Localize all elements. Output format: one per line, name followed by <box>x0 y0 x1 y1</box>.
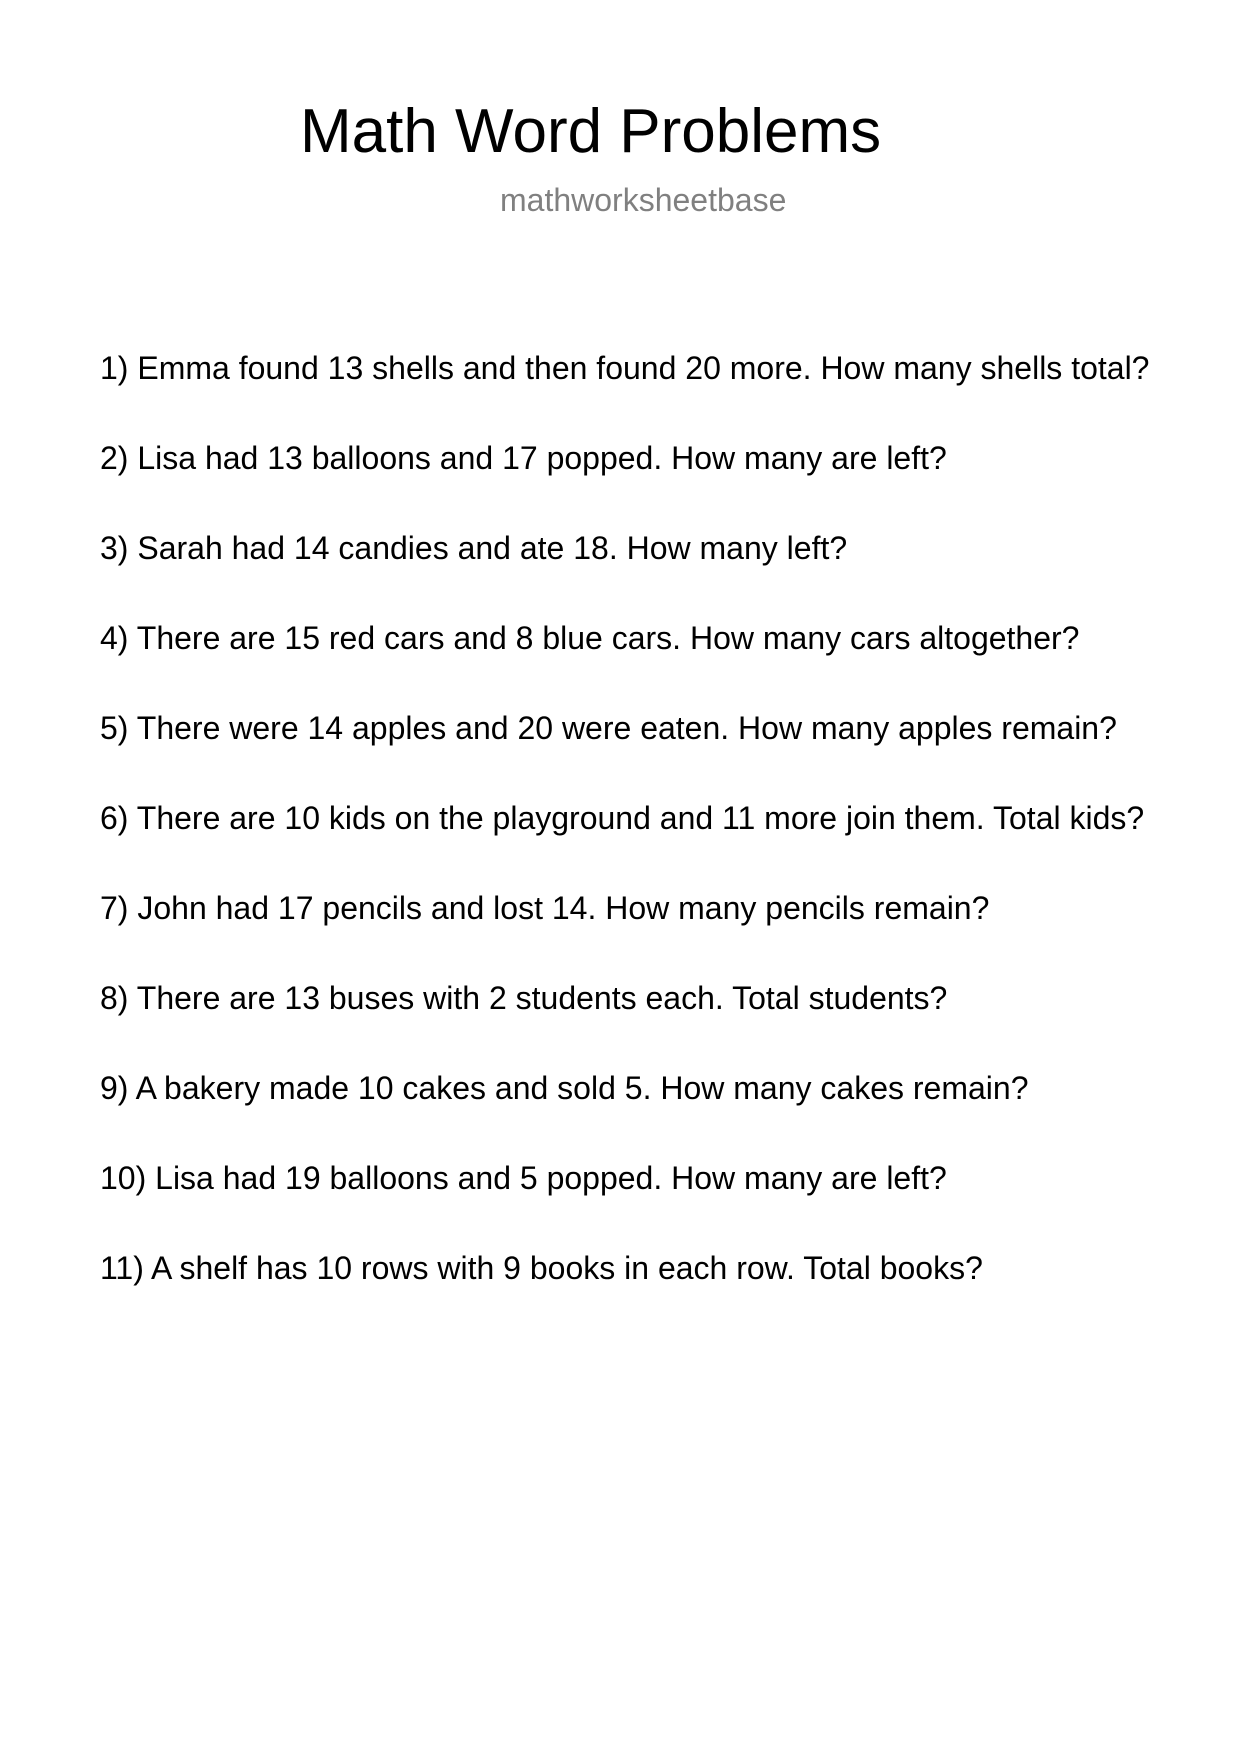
worksheet-title: Math Word Problems <box>300 97 882 166</box>
problem-item: 4) There are 15 red cars and 8 blue cars. How many cars altogether? <box>100 620 1080 656</box>
problem-item: 11) A shelf has 10 rows with 9 books in each row. Total books? <box>100 1250 983 1286</box>
problem-item: 1) Emma found 13 shells and then found 20 more. How many shells total? <box>100 350 1150 386</box>
problem-item: 10) Lisa had 19 balloons and 5 popped. How many are left? <box>100 1160 947 1196</box>
problem-list <box>100 348 1240 1338</box>
problem-item: 6) There are 10 kids on the playground and 11 more join them. Total kids? <box>100 800 1145 836</box>
problem-item: 5) There were 14 apples and 20 were eaten. How many apples remain? <box>100 710 1117 746</box>
problem-item: 8) There are 13 buses with 2 students each. Total students? <box>100 980 948 1016</box>
problem-item: 3) Sarah had 14 candies and ate 18. How many left? <box>100 530 848 566</box>
worksheet-source: mathworksheetbase <box>500 182 787 218</box>
problem-item: 2) Lisa had 13 balloons and 17 popped. How many are left? <box>100 440 947 476</box>
problem-item: 9) A bakery made 10 cakes and sold 5. How many cakes remain? <box>100 1070 1029 1106</box>
problem-item: 7) John had 17 pencils and lost 14. How many pencils remain? <box>100 890 990 926</box>
